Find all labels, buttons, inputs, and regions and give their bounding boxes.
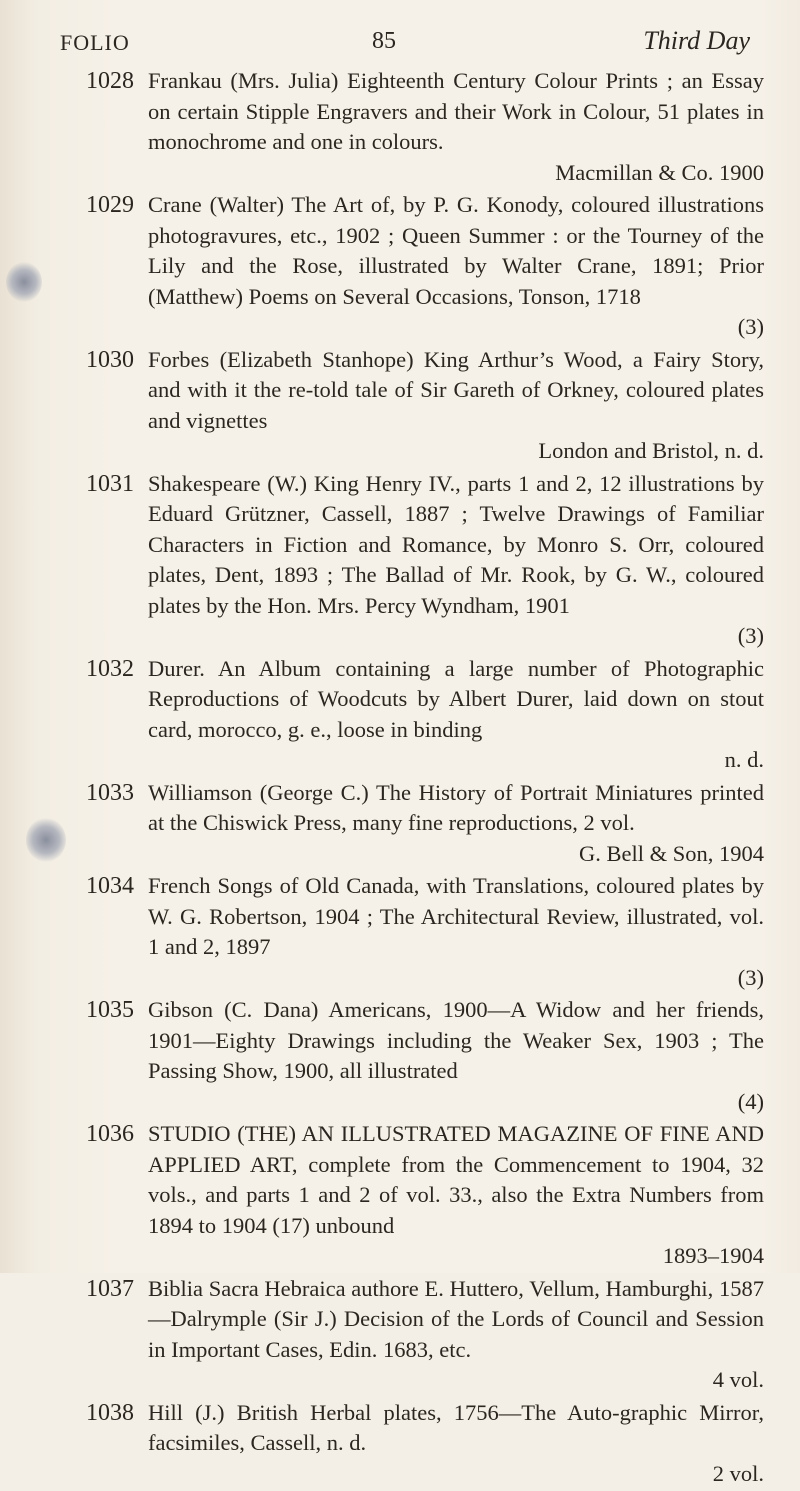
page-number: 85 <box>372 28 396 54</box>
lot-number: 1038 <box>86 1399 134 1426</box>
lot-entry <box>0 1274 800 1396</box>
lot-number: 1029 <box>86 192 134 218</box>
lot-description: Crane (Walter) The Art of, by P. G. Konody, coloured illustrations photogravures, etc., 1902 ; Queen Summer : or the Tourney of the Lily and the Rose, illustrated by Walter Crane, 1891; Prior (Matthew) Poems on Several Occasions, Tonson, 1718 (3) <box>148 190 764 343</box>
lot-description: French Songs of Old Canada, with Translations, coloured plates by W. G. Robertson, 1904 ; The Architectural Review, illustrated, vol. 1 and 2, 1897 (3) <box>148 871 764 993</box>
lot-tail: 4 vol. <box>712 1367 764 1392</box>
lot-entry <box>0 1119 800 1272</box>
lot-description: Hill (J.) British Herbal plates, 1756—The Auto-graphic Mirror, facsimiles, Cassell, n. d. 2 vol. <box>148 1398 764 1490</box>
lot-entry <box>0 469 800 652</box>
header-folio: FOLIO <box>60 30 130 55</box>
lot-entry <box>0 871 800 993</box>
lot-description: Gibson (C. Dana) Americans, 1900—A Widow and her friends, 1901—Eighty Drawings including the Weaker Sex, 1903 ; The Passing Show, 1900, all illustrated (4) <box>148 995 764 1117</box>
lot-tail: G. Bell & Son, 1904 <box>578 840 764 866</box>
lot-number: 1037 <box>86 1275 134 1302</box>
lot-tail: n. d. <box>724 747 764 772</box>
lot-number: 1028 <box>86 68 134 94</box>
lot-description: Biblia Sacra Hebraica authore E. Huttero, Vellum, Hamburghi, 1587—Dalrymple (Sir J.) Decision of the Lords of Council and Session in Important Cases, Edin. 1683, etc. 4 vol. <box>148 1274 764 1396</box>
header-day: Third Day <box>643 26 750 55</box>
lot-description: Frankau (Mrs. Julia) Eighteenth Century Colour Prints ; an Essay on certain Stipple Engravers and their Work in Colour, 51 plates in monochrome and one in colours. Macmillan & Co. 1900 <box>148 66 764 188</box>
lot-number: 1030 <box>86 346 134 373</box>
page-header <box>60 24 760 60</box>
lot-list <box>0 66 800 1491</box>
lot-entry <box>0 654 800 776</box>
lot-tail: (4) <box>737 1088 764 1114</box>
lot-number: 1034 <box>86 873 134 899</box>
lot-entry <box>0 995 800 1117</box>
lot-entry <box>0 190 800 343</box>
lot-number: 1035 <box>86 997 134 1023</box>
lot-entry <box>0 66 800 188</box>
lot-description: Shakespeare (W.) King Henry IV., parts 1 and 2, 12 illustrations by Eduard Grützner, Cassell, 1887 ; Twelve Drawings of Familiar Characters in Fiction and Romance, by Monro S. Orr, coloured plates, Dent, 1893 ; The Ballad of Mr. Rook, by G. W., coloured plates by the Hon. Mrs. Percy Wyndham, 1901 (3) <box>148 469 764 652</box>
lot-tail: 1893–1904 <box>662 1243 764 1268</box>
lot-number: 1036 <box>86 1121 134 1147</box>
lot-number: 1033 <box>86 779 134 806</box>
lot-number: 1031 <box>86 470 134 497</box>
lot-description: Williamson (George C.) The History of Portrait Miniatures printed at the Chiswick Press, many fine reproductions, 2 vol. G. Bell & Son, 1904 <box>148 778 764 870</box>
lot-description: STUDIO (THE) AN ILLUSTRATED MAGAZINE OF FINE AND APPLIED ART, complete from the Commencement to 1904, 32 vols., and parts 1 and 2 of vol. 33., also the Extra Numbers from 1894 to 1904 (17) unbound 1893–1904 <box>148 1119 764 1272</box>
lot-tail: Macmillan & Co. 1900 <box>555 159 764 185</box>
lot-description: Forbes (Elizabeth Stanhope) King Arthur’s Wood, a Fairy Story, and with it the re-told tale of Sir Gareth of Orkney, coloured plates and vignettes London and Bristol, n. d. <box>148 345 764 467</box>
lot-tail: (3) <box>737 314 764 339</box>
lot-tail: (3) <box>737 623 764 648</box>
lot-entry <box>0 1398 800 1490</box>
lot-tail: 2 vol. <box>712 1460 764 1486</box>
lot-number: 1032 <box>86 655 134 682</box>
lot-tail: (3) <box>737 964 764 990</box>
lot-description: Durer. An Album containing a large number of Photographic Reproductions of Woodcuts by Albert Durer, laid down on stout card, morocco, g. e., loose in binding n. d. <box>148 654 764 776</box>
lot-tail: London and Bristol, n. d. <box>538 438 764 463</box>
lot-entry <box>0 778 800 870</box>
lot-entry <box>0 345 800 467</box>
